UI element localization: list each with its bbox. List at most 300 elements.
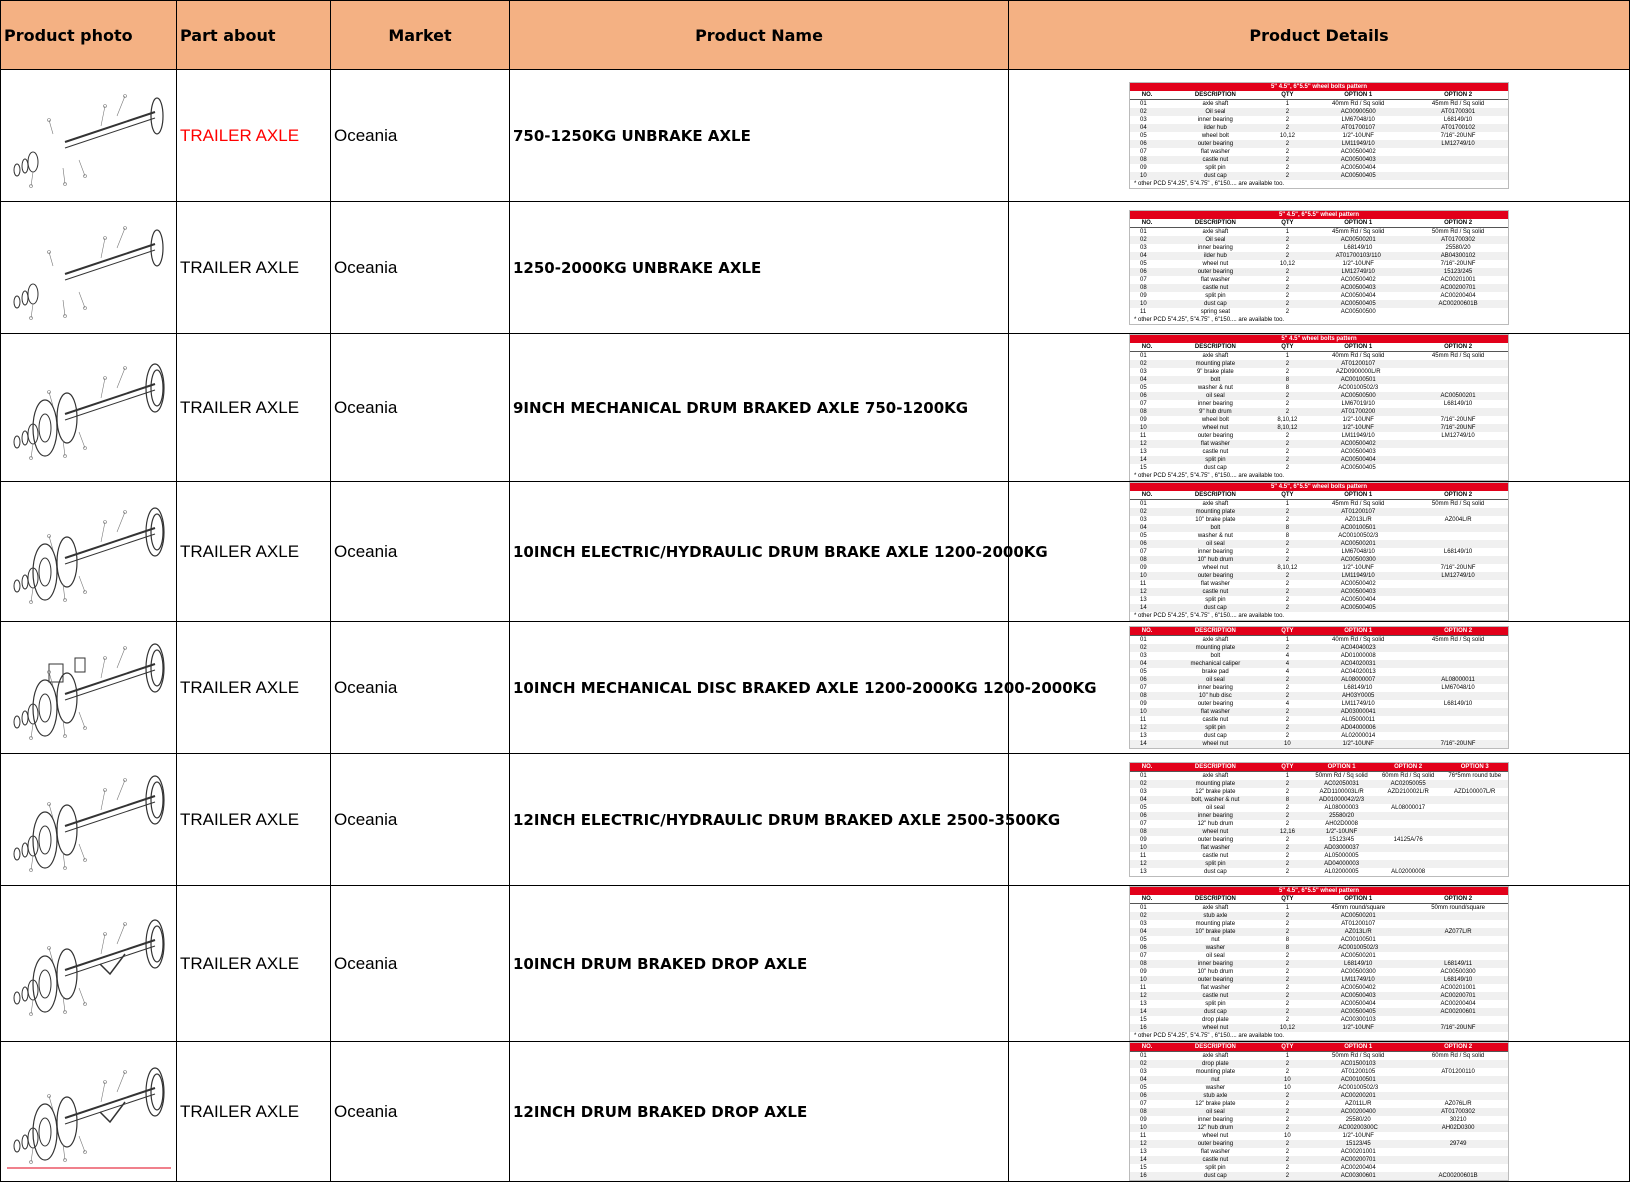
spec-cell: AC00500405 — [1308, 604, 1408, 612]
part-about-cell[interactable]: TRAILER AXLE — [177, 202, 331, 334]
product-details-cell[interactable] — [1009, 202, 1630, 334]
spec-cell: AC00500404 — [1340, 597, 1376, 603]
market-cell[interactable]: Oceania — [331, 202, 510, 334]
spec-cell: AC00500402 — [1340, 985, 1376, 991]
spec-cell: 08 — [1130, 1108, 1164, 1116]
spec-cell: 2 — [1267, 588, 1309, 596]
spec-cell: 2 — [1267, 556, 1309, 564]
spec-cell: 04 — [1130, 252, 1164, 260]
spec-cell — [1408, 448, 1508, 456]
spec-cell: 11 — [1140, 433, 1147, 439]
product-name-cell[interactable]: 750-1250KG UNBRAKE AXLE — [510, 70, 1009, 202]
spec-cell: 10,12 — [1267, 1024, 1309, 1032]
spec-cell: 1/2"-10UNF — [1308, 1024, 1408, 1032]
spec-cell: 03 — [1140, 369, 1147, 375]
spec-row — [1130, 732, 1508, 740]
spec-cell: 7/16"-20UNF — [1440, 261, 1476, 267]
spec-column-header: OPTION 2 — [1375, 763, 1442, 772]
spec-cell: AC00500300 — [1308, 556, 1408, 564]
spec-cell: 2 — [1285, 853, 1290, 859]
spec-cell: 8 — [1267, 376, 1309, 384]
spec-column-header: DESCRIPTION — [1164, 91, 1266, 100]
drum-brake-axle-drawing-icon — [5, 760, 173, 880]
spec-cell: 2 — [1267, 572, 1309, 580]
spec-cell: 2 — [1285, 985, 1290, 991]
spec-row — [1130, 684, 1508, 692]
spec-cell: 11 — [1140, 985, 1147, 991]
spec-row — [1130, 652, 1508, 660]
spec-cell: 2 — [1267, 1124, 1309, 1132]
spec-cell: 8,10,12 — [1277, 565, 1298, 571]
spec-cell: 08 — [1130, 408, 1164, 416]
spec-row — [1130, 164, 1508, 172]
spec-cell: AC00500405 — [1340, 465, 1376, 471]
spec-row — [1130, 516, 1508, 524]
spec-column-header: DESCRIPTION — [1164, 763, 1266, 772]
spec-row — [1130, 1000, 1508, 1008]
spec-cell: AT01700107 — [1308, 124, 1408, 132]
header-market[interactable]: Market — [331, 1, 510, 70]
spec-column-header: OPTION 1 — [1308, 1043, 1408, 1052]
spec-row — [1130, 912, 1508, 920]
spec-cell: AD04000006 — [1308, 724, 1408, 732]
spec-cell: 14 — [1130, 1156, 1164, 1164]
spec-cell: flat washer — [1200, 581, 1230, 587]
spec-cell: 10 — [1130, 976, 1164, 984]
spec-cell: LM11949/10 — [1308, 572, 1408, 580]
spec-cell: 7/16"-20UNF — [1440, 417, 1476, 423]
spec-cell: AC00200400 — [1308, 1108, 1408, 1116]
spec-cell: 04 — [1130, 660, 1164, 668]
spec-cell: AT01200107 — [1308, 508, 1408, 516]
spec-cell: 06 — [1130, 944, 1164, 952]
drum-brake-axle-drawing-icon — [5, 492, 173, 612]
product-details-cell[interactable] — [1009, 622, 1630, 754]
header-part-about[interactable]: Part about — [177, 1, 331, 70]
spec-cell: 11 — [1140, 1133, 1147, 1139]
spec-cell: AC00200601B — [1408, 300, 1508, 308]
spec-cell: AC00500403 — [1340, 449, 1376, 455]
product-photo-cell[interactable] — [1, 202, 177, 334]
table-body — [1, 70, 1630, 1182]
spec-cell: 2 — [1267, 976, 1309, 984]
spec-cell: 2 — [1285, 309, 1290, 315]
part-about-cell[interactable]: TRAILER AXLE — [177, 886, 331, 1042]
spec-cell: 01 — [1140, 773, 1147, 779]
spec-cell: AH02D0300 — [1408, 1124, 1508, 1132]
spec-cell: AD04000003 — [1308, 860, 1375, 868]
spec-cell: 30210 — [1449, 1117, 1467, 1123]
spec-cell — [1441, 852, 1508, 860]
spec-row — [1130, 904, 1508, 913]
spec-column-header: OPTION 2 — [1408, 343, 1508, 352]
spec-cell: AT01700302 — [1408, 236, 1508, 244]
spec-row — [1130, 100, 1508, 109]
spec-column-header: DESCRIPTION — [1164, 343, 1266, 352]
spec-column-header: QTY — [1267, 91, 1309, 100]
spec-cell: 2 — [1285, 277, 1290, 283]
market-cell[interactable]: Oceania — [331, 1042, 510, 1182]
product-details-cell[interactable] — [1009, 70, 1630, 202]
spec-sheet — [1129, 1042, 1509, 1181]
market-cell[interactable]: Oceania — [331, 886, 510, 1042]
spec-cell: oil seal — [1164, 1108, 1266, 1116]
product-details-cell[interactable] — [1009, 886, 1630, 1042]
spec-cell: 2 — [1285, 733, 1290, 739]
product-photo-cell[interactable] — [1, 70, 177, 202]
spec-row — [1130, 708, 1508, 716]
spec-cell: 13 — [1140, 733, 1147, 739]
spec-cell: AZ013L/R — [1308, 928, 1408, 936]
spec-cell: inner bearing — [1197, 685, 1233, 691]
spec-row — [1130, 1124, 1508, 1132]
spec-cell: 11 — [1140, 717, 1147, 723]
spec-sheet-table — [1130, 343, 1508, 472]
spec-cell: split pin — [1164, 860, 1266, 868]
spec-cell: 8 — [1267, 796, 1309, 804]
spec-column-header: DESCRIPTION — [1164, 895, 1266, 904]
part-about-cell[interactable]: TRAILER AXLE — [177, 70, 331, 202]
spec-column-header: OPTION 1 — [1308, 627, 1408, 636]
spec-cell: castle nut — [1164, 156, 1266, 164]
spec-cell: 2 — [1267, 912, 1309, 920]
part-about-cell[interactable]: TRAILER AXLE — [177, 622, 331, 754]
spec-cell — [1408, 532, 1508, 540]
product-name-cell[interactable]: 10INCH ELECTRIC/HYDRAULIC DRUM BRAKE AXLE 1200-2000KG — [510, 482, 1009, 622]
spec-cell: 2 — [1285, 293, 1290, 299]
spec-cell: 10 — [1284, 1133, 1291, 1139]
spec-cell: 05 — [1140, 937, 1147, 943]
spec-cell: 01 — [1140, 905, 1147, 911]
spec-cell: AC00500201 — [1340, 953, 1376, 959]
spec-sheet — [1129, 482, 1509, 621]
spec-row — [1130, 424, 1508, 432]
spec-cell: 1 — [1285, 905, 1290, 911]
product-name-cell[interactable]: 9INCH MECHANICAL DRUM BRAKED AXLE 750-1200KG — [510, 334, 1009, 482]
spec-cell — [1408, 724, 1508, 732]
spec-cell: AZ077L/R — [1408, 928, 1508, 936]
product-photo-cell[interactable] — [1, 886, 177, 1042]
spec-row — [1130, 148, 1508, 156]
spec-cell: brake pad — [1202, 669, 1229, 675]
spec-cell: 2 — [1267, 172, 1309, 180]
spec-column-header: QTY — [1267, 895, 1309, 904]
spec-cell: 06 — [1130, 140, 1164, 148]
product-details-cell[interactable] — [1009, 482, 1630, 622]
spec-cell: drop plate — [1164, 1060, 1266, 1068]
spec-row — [1130, 596, 1508, 604]
spec-cell: AD03000037 — [1308, 844, 1375, 852]
spec-cell: AC04020013 — [1340, 669, 1376, 675]
product-name-cell[interactable]: 12INCH ELECTRIC/HYDRAULIC DRUM BRAKED AXLE 2500-3500KG — [510, 754, 1009, 886]
spec-cell: inner bearing — [1197, 245, 1233, 251]
spec-cell: 1 — [1285, 229, 1290, 235]
spec-cell — [1375, 812, 1442, 820]
spec-cell: 2 — [1267, 284, 1309, 292]
spec-cell: 40mm Rd / Sq solid — [1332, 101, 1385, 107]
spec-row — [1130, 564, 1508, 572]
spec-cell: 2 — [1267, 1172, 1309, 1180]
spec-cell: 7/16"-20UNF — [1408, 740, 1508, 748]
spec-cell: AC00200404 — [1440, 293, 1476, 299]
spec-cell — [1408, 1092, 1508, 1100]
spec-row — [1130, 572, 1508, 580]
spec-cell: 1/2"-10UNF — [1342, 1133, 1374, 1139]
spec-cell: AL05000005 — [1324, 853, 1359, 859]
spec-sheet — [1129, 210, 1509, 325]
spec-row — [1130, 660, 1508, 668]
spec-cell: dust cap — [1164, 1172, 1266, 1180]
spec-cell: AC00300601 — [1308, 1172, 1408, 1180]
spec-cell: AC00500201 — [1308, 540, 1408, 548]
product-photo-cell[interactable] — [1, 1042, 177, 1182]
spec-column-header: OPTION 2 — [1408, 219, 1508, 228]
spec-cell — [1408, 376, 1508, 384]
spec-row — [1130, 716, 1508, 724]
spec-column-header: OPTION 2 — [1408, 1043, 1508, 1052]
spec-cell: 1/2"-10UNF — [1308, 740, 1408, 748]
spec-row — [1130, 868, 1508, 876]
spec-cell: 10 — [1130, 844, 1164, 852]
spec-cell: 13 — [1140, 869, 1147, 875]
spec-cell: bolt — [1164, 524, 1266, 532]
spec-cell: 2 — [1285, 369, 1290, 375]
spec-cell: AC00100501 — [1340, 937, 1376, 943]
spec-cell: AC00500403 — [1308, 284, 1408, 292]
spec-cell: AC00500403 — [1308, 156, 1408, 164]
spec-cell: 05 — [1140, 133, 1147, 139]
spec-cell: 2 — [1285, 789, 1290, 795]
spec-cell: LM67019/10 — [1341, 401, 1375, 407]
product-name-cell[interactable]: 1250-2000KG UNBRAKE AXLE — [510, 202, 1009, 334]
market-cell[interactable]: Oceania — [331, 70, 510, 202]
spec-cell: 8 — [1285, 533, 1290, 539]
spec-cell — [1408, 440, 1508, 448]
spec-cell — [1408, 1016, 1508, 1024]
spec-cell: 08 — [1130, 156, 1164, 164]
product-name-cell[interactable]: 12INCH DRUM BRAKED DROP AXLE — [510, 1042, 1009, 1182]
spec-cell: 45mm Rd / Sq solid — [1431, 637, 1485, 643]
spec-cell: axle shaft — [1202, 905, 1229, 911]
spec-cell: outer bearing — [1164, 976, 1266, 984]
spec-cell: split pin — [1164, 724, 1266, 732]
spec-cell — [1408, 1132, 1508, 1140]
spec-row — [1130, 400, 1508, 408]
spec-cell: 08 — [1130, 960, 1164, 968]
spec-cell: AL02000008 — [1391, 869, 1426, 875]
part-about-cell[interactable]: TRAILER AXLE — [177, 334, 331, 482]
spec-cell: AL05000011 — [1341, 717, 1376, 723]
spec-cell: 2 — [1267, 360, 1309, 368]
spec-cell: AC00500500 — [1340, 309, 1376, 315]
spec-cell: 10,12 — [1279, 133, 1295, 139]
spec-cell: 15 — [1140, 1017, 1147, 1023]
spec-cell: 02 — [1130, 108, 1164, 116]
header-product-details[interactable]: Product Details — [1009, 1, 1630, 70]
spec-cell: 29749 — [1408, 1140, 1508, 1148]
spec-cell: inner bearing — [1164, 812, 1266, 820]
spec-cell: 7/16"-20UNF — [1440, 133, 1476, 139]
spec-row — [1130, 1164, 1508, 1172]
spec-sheet-note: * other PCD 5"4.25", 5"4.75" , 6"150.... are available too. — [1134, 181, 1285, 187]
spec-cell: wheel nut — [1164, 1024, 1266, 1032]
market-cell[interactable]: Oceania — [331, 482, 510, 622]
spec-cell: AC00500201 — [1308, 912, 1408, 920]
spec-cell: 1 — [1285, 1053, 1290, 1059]
market-cell[interactable]: Oceania — [331, 334, 510, 482]
product-name-cell[interactable]: 10INCH MECHANICAL DISC BRAKED AXLE 1200-2000KG 1200-2000KG — [510, 622, 1009, 754]
part-about-cell[interactable]: TRAILER AXLE — [177, 754, 331, 886]
spec-cell: 11 — [1140, 581, 1147, 587]
spec-row — [1130, 292, 1508, 300]
spec-row — [1130, 540, 1508, 548]
spec-cell: 01 — [1140, 1053, 1147, 1059]
spec-cell — [1408, 732, 1508, 740]
spec-cell: 14125A/76 — [1393, 837, 1423, 843]
spec-row — [1130, 432, 1508, 440]
spec-cell — [1408, 716, 1508, 724]
product-photo-cell[interactable] — [1, 482, 177, 622]
spec-cell: 09 — [1140, 293, 1147, 299]
product-details-cell[interactable] — [1009, 334, 1630, 482]
product-name-cell[interactable]: 10INCH DRUM BRAKED DROP AXLE — [510, 886, 1009, 1042]
spec-cell — [1408, 652, 1508, 660]
spec-cell — [1441, 796, 1508, 804]
spec-row — [1130, 548, 1508, 556]
spec-cell: 4 — [1285, 669, 1290, 675]
spec-cell: 04 — [1130, 928, 1164, 936]
spec-cell: 06 — [1130, 1092, 1164, 1100]
spec-cell: 25580/20 — [1345, 1117, 1371, 1123]
spec-cell: 1/2"-10UNF — [1342, 565, 1374, 571]
spec-cell: LM67048/10 — [1341, 549, 1375, 555]
header-product-name[interactable]: Product Name — [510, 1, 1009, 70]
spec-cell: 2 — [1285, 1101, 1290, 1107]
spec-cell: 2 — [1285, 1149, 1290, 1155]
product-details-cell[interactable] — [1009, 1042, 1630, 1182]
spec-row — [1130, 636, 1508, 645]
spec-cell: AC00200701 — [1408, 284, 1508, 292]
spec-column-header: QTY — [1267, 491, 1309, 500]
spec-cell: 10" brake plate — [1195, 517, 1236, 523]
spec-cell: 03 — [1140, 245, 1147, 251]
spec-row — [1130, 268, 1508, 276]
spec-cell: 2 — [1267, 708, 1309, 716]
part-about-cell[interactable]: TRAILER AXLE — [177, 482, 331, 622]
market-cell[interactable]: Oceania — [331, 754, 510, 886]
spec-cell: AH02D0008 — [1325, 821, 1358, 827]
spec-row — [1130, 852, 1508, 860]
spec-cell: 2 — [1285, 597, 1290, 603]
spec-cell: AZD210002L/R — [1387, 789, 1429, 795]
spec-cell: 14 — [1130, 456, 1164, 464]
spec-cell: wheel nut — [1202, 1133, 1229, 1139]
spec-cell — [1408, 596, 1508, 604]
product-photo-cell[interactable] — [1, 334, 177, 482]
spec-row — [1130, 788, 1508, 796]
product-details-cell[interactable] — [1009, 754, 1630, 886]
spec-cell: 2 — [1285, 805, 1290, 811]
spec-cell: 07 — [1140, 149, 1147, 155]
spec-cell: AZD0900000L/R — [1335, 369, 1381, 375]
spec-row — [1130, 724, 1508, 732]
spec-cell — [1441, 828, 1508, 836]
spec-row — [1130, 588, 1508, 596]
spec-cell: 12" brake plate — [1195, 1101, 1236, 1107]
spec-cell: 50mm round/square — [1431, 905, 1485, 911]
spec-row — [1130, 1084, 1508, 1092]
spec-cell: Oil seal — [1164, 236, 1266, 244]
spec-cell: 2 — [1285, 401, 1290, 407]
spec-cell: 14 — [1130, 1008, 1164, 1016]
market-cell[interactable]: Oceania — [331, 622, 510, 754]
spec-row — [1130, 668, 1508, 676]
spec-cell: 2 — [1285, 1017, 1290, 1023]
spec-cell: 2 — [1267, 1092, 1309, 1100]
part-about-cell[interactable]: TRAILER AXLE — [177, 1042, 331, 1182]
spec-sheet-table — [1130, 627, 1508, 748]
spec-cell: AT01200107 — [1308, 360, 1408, 368]
spec-column-header: NO. — [1130, 491, 1164, 500]
spec-cell: LM11949/10 — [1308, 140, 1408, 148]
spec-cell — [1408, 644, 1508, 652]
spec-cell: 7/16"-20UNF — [1408, 1024, 1508, 1032]
spec-column-header: OPTION 2 — [1408, 895, 1508, 904]
spec-cell: 2 — [1267, 140, 1309, 148]
spec-cell — [1408, 524, 1508, 532]
spec-cell: AT01700102 — [1408, 124, 1508, 132]
spec-row — [1130, 1100, 1508, 1108]
spec-cell: 8 — [1285, 385, 1290, 391]
spec-cell: 1/2"-10UNF — [1308, 828, 1375, 836]
product-photo-cell[interactable] — [1, 754, 177, 886]
spec-cell: dust cap — [1204, 733, 1227, 739]
spec-cell: 2 — [1267, 108, 1309, 116]
spec-cell: 13 — [1140, 1001, 1147, 1007]
spec-cell: 2 — [1285, 117, 1290, 123]
spec-cell: AC00500402 — [1340, 277, 1376, 283]
spec-cell: AC00500500 — [1308, 392, 1408, 400]
spec-cell: axle shaft — [1202, 353, 1229, 359]
spec-row — [1130, 140, 1508, 148]
spec-cell: 12" hub drum — [1197, 821, 1234, 827]
spec-cell: 2 — [1267, 844, 1309, 852]
spec-cell: AC00500403 — [1308, 588, 1408, 596]
spec-cell: mounting plate — [1164, 508, 1266, 516]
spec-cell: 2 — [1285, 245, 1290, 251]
header-product-photo[interactable]: Product photo — [1, 1, 177, 70]
spec-cell: 60mm Rd / Sq solid — [1381, 773, 1435, 779]
spec-row — [1130, 1076, 1508, 1084]
spec-row — [1130, 828, 1508, 836]
spec-cell: 15123/45 — [1308, 1140, 1408, 1148]
spec-cell: 40mm Rd / Sq solid — [1332, 637, 1385, 643]
spec-row — [1130, 1016, 1508, 1024]
spec-column-header: OPTION 1 — [1308, 763, 1375, 772]
spec-row — [1130, 500, 1508, 509]
spec-row — [1130, 456, 1508, 464]
spec-cell — [1375, 828, 1442, 836]
spec-cell: AT01200107 — [1341, 921, 1376, 927]
spec-cell: oil seal — [1206, 805, 1225, 811]
spec-cell: AB04300102 — [1408, 252, 1508, 260]
spec-cell: wheel nut — [1164, 424, 1266, 432]
spec-cell: mounting plate — [1164, 360, 1266, 368]
spec-cell: 2 — [1267, 236, 1309, 244]
product-photo-cell[interactable] — [1, 622, 177, 754]
spec-cell: 10 — [1130, 572, 1164, 580]
spec-cell: 03 — [1140, 1069, 1147, 1075]
